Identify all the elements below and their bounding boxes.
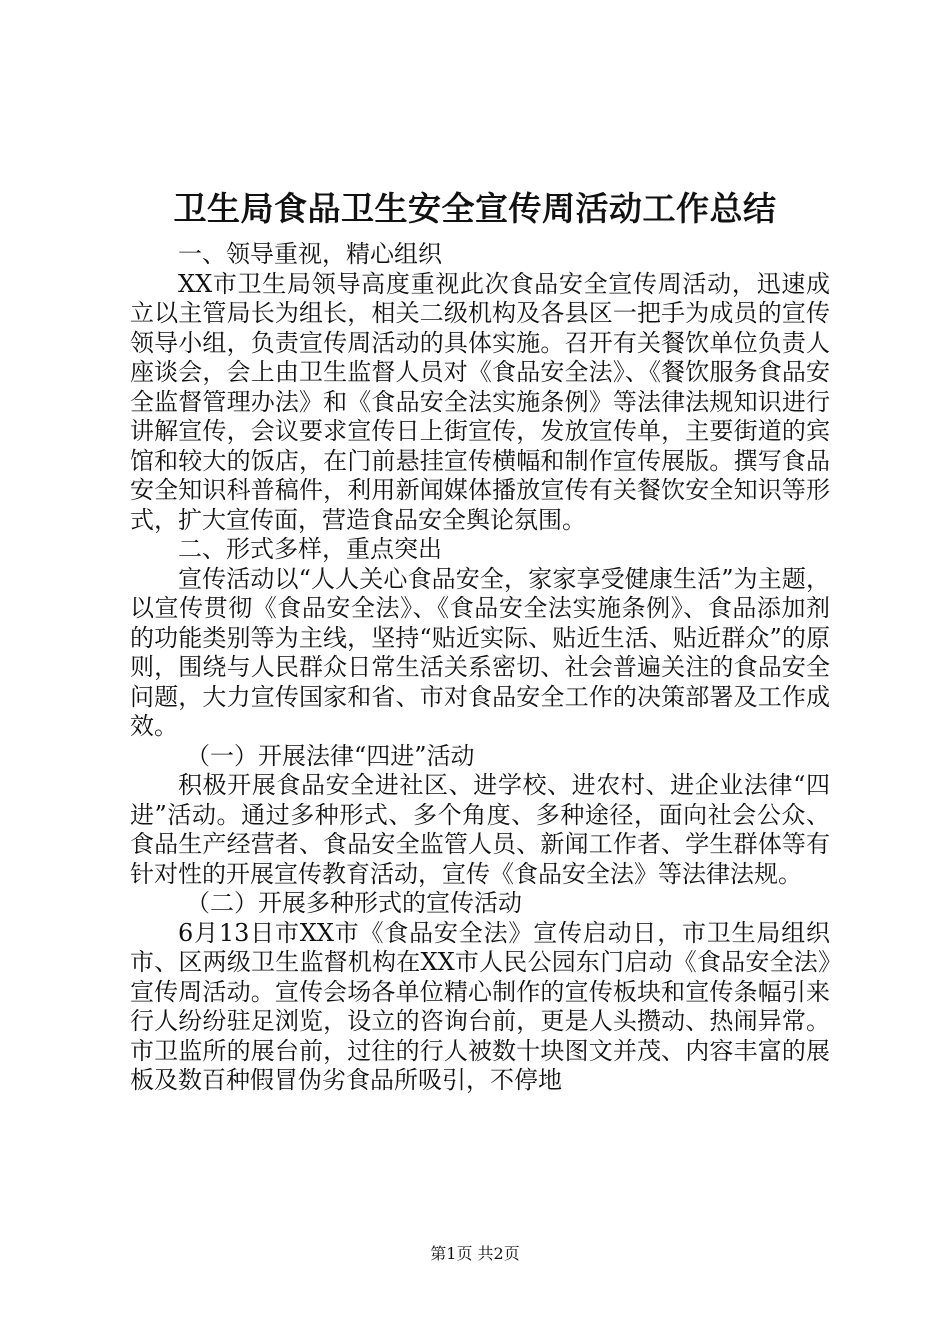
paragraph-3: 积极开展食品安全进社区、进学校、进农村、进企业法律“四进”活动。通过多种形式、多个角度、多种途径，面向社会公众、食品生产经营者、食品安全监管人员、新闻工作者、学生群体等有针对性的开展宣传教育活动，宣传《食品安全法》等法律法规。 (130, 771, 830, 888)
subsection-heading-2: （二）开展多种形式的宣传活动 (186, 889, 522, 917)
paragraph-4: 6月13日市XX市《食品安全法》宣传启动日，市卫生局组织市、区两级卫生监督机构在XX市人民公园东门启动《食品安全法》宣传周活动。宣传会场各单位精心制作的宣传板块和宣传条幅引来行人纷纷驻足浏览，设立的咨询台前，更是人头攒动、热闹异常。市卫监所的展台前，过往的行人被数十块图文并茂、内容丰富的展板及数百种假冒伪劣食品所吸引，不停地 (130, 918, 830, 1094)
page-footer: 第1页 共2页 (430, 1244, 520, 1263)
document-body (130, 240, 830, 1096)
document-title: 卫生局食品卫生安全宣传周活动工作总结 (173, 189, 777, 228)
section-heading-1: 一、领导重视，精心组织 (178, 240, 442, 268)
subsection-heading-1: （一）开展法律“四进”活动 (186, 741, 475, 770)
paragraph-2: 宣传活动以“人人关心食品安全，家家享受健康生活”为主题，以宣传贯彻《食品安全法》、《食品安全法实施条例》、食品添加剂的功能类别等为主线，坚持“贴近实际、贴近生活、贴近群众”的原则，围绕与人民群众日常生活关系密切、社会普遍关注的食品安全问题，大力宣传国家和省、市对食品安全工作的决策部署及工作成效。 (130, 564, 830, 740)
section-heading-2: 二、形式多样，重点突出 (178, 535, 442, 563)
paragraph-1: XX市卫生局领导高度重视此次食品安全宣传周活动，迅速成立以主管局长为组长，相关二级机构及各县区一把手为成员的宣传领导小组，负责宣传周活动的具体实施。召开有关餐饮单位负责人座谈会，会上由卫生监督人员对《食品安全法》、《餐饮服务食品安全监督管理办法》和《食品安全法实施条例》等法律法规知识进行讲解宣传，会议要求宣传日上街宣传，发放宣传单，主要街道的宾馆和较大的饭店，在门前悬挂宣传横幅和制作宣传展版。撰写食品安全知识科普稿件，利用新闻媒体播放宣传有关餐饮安全知识等形式，扩大宣传面，营造食品安全舆论氛围。 (130, 269, 830, 534)
